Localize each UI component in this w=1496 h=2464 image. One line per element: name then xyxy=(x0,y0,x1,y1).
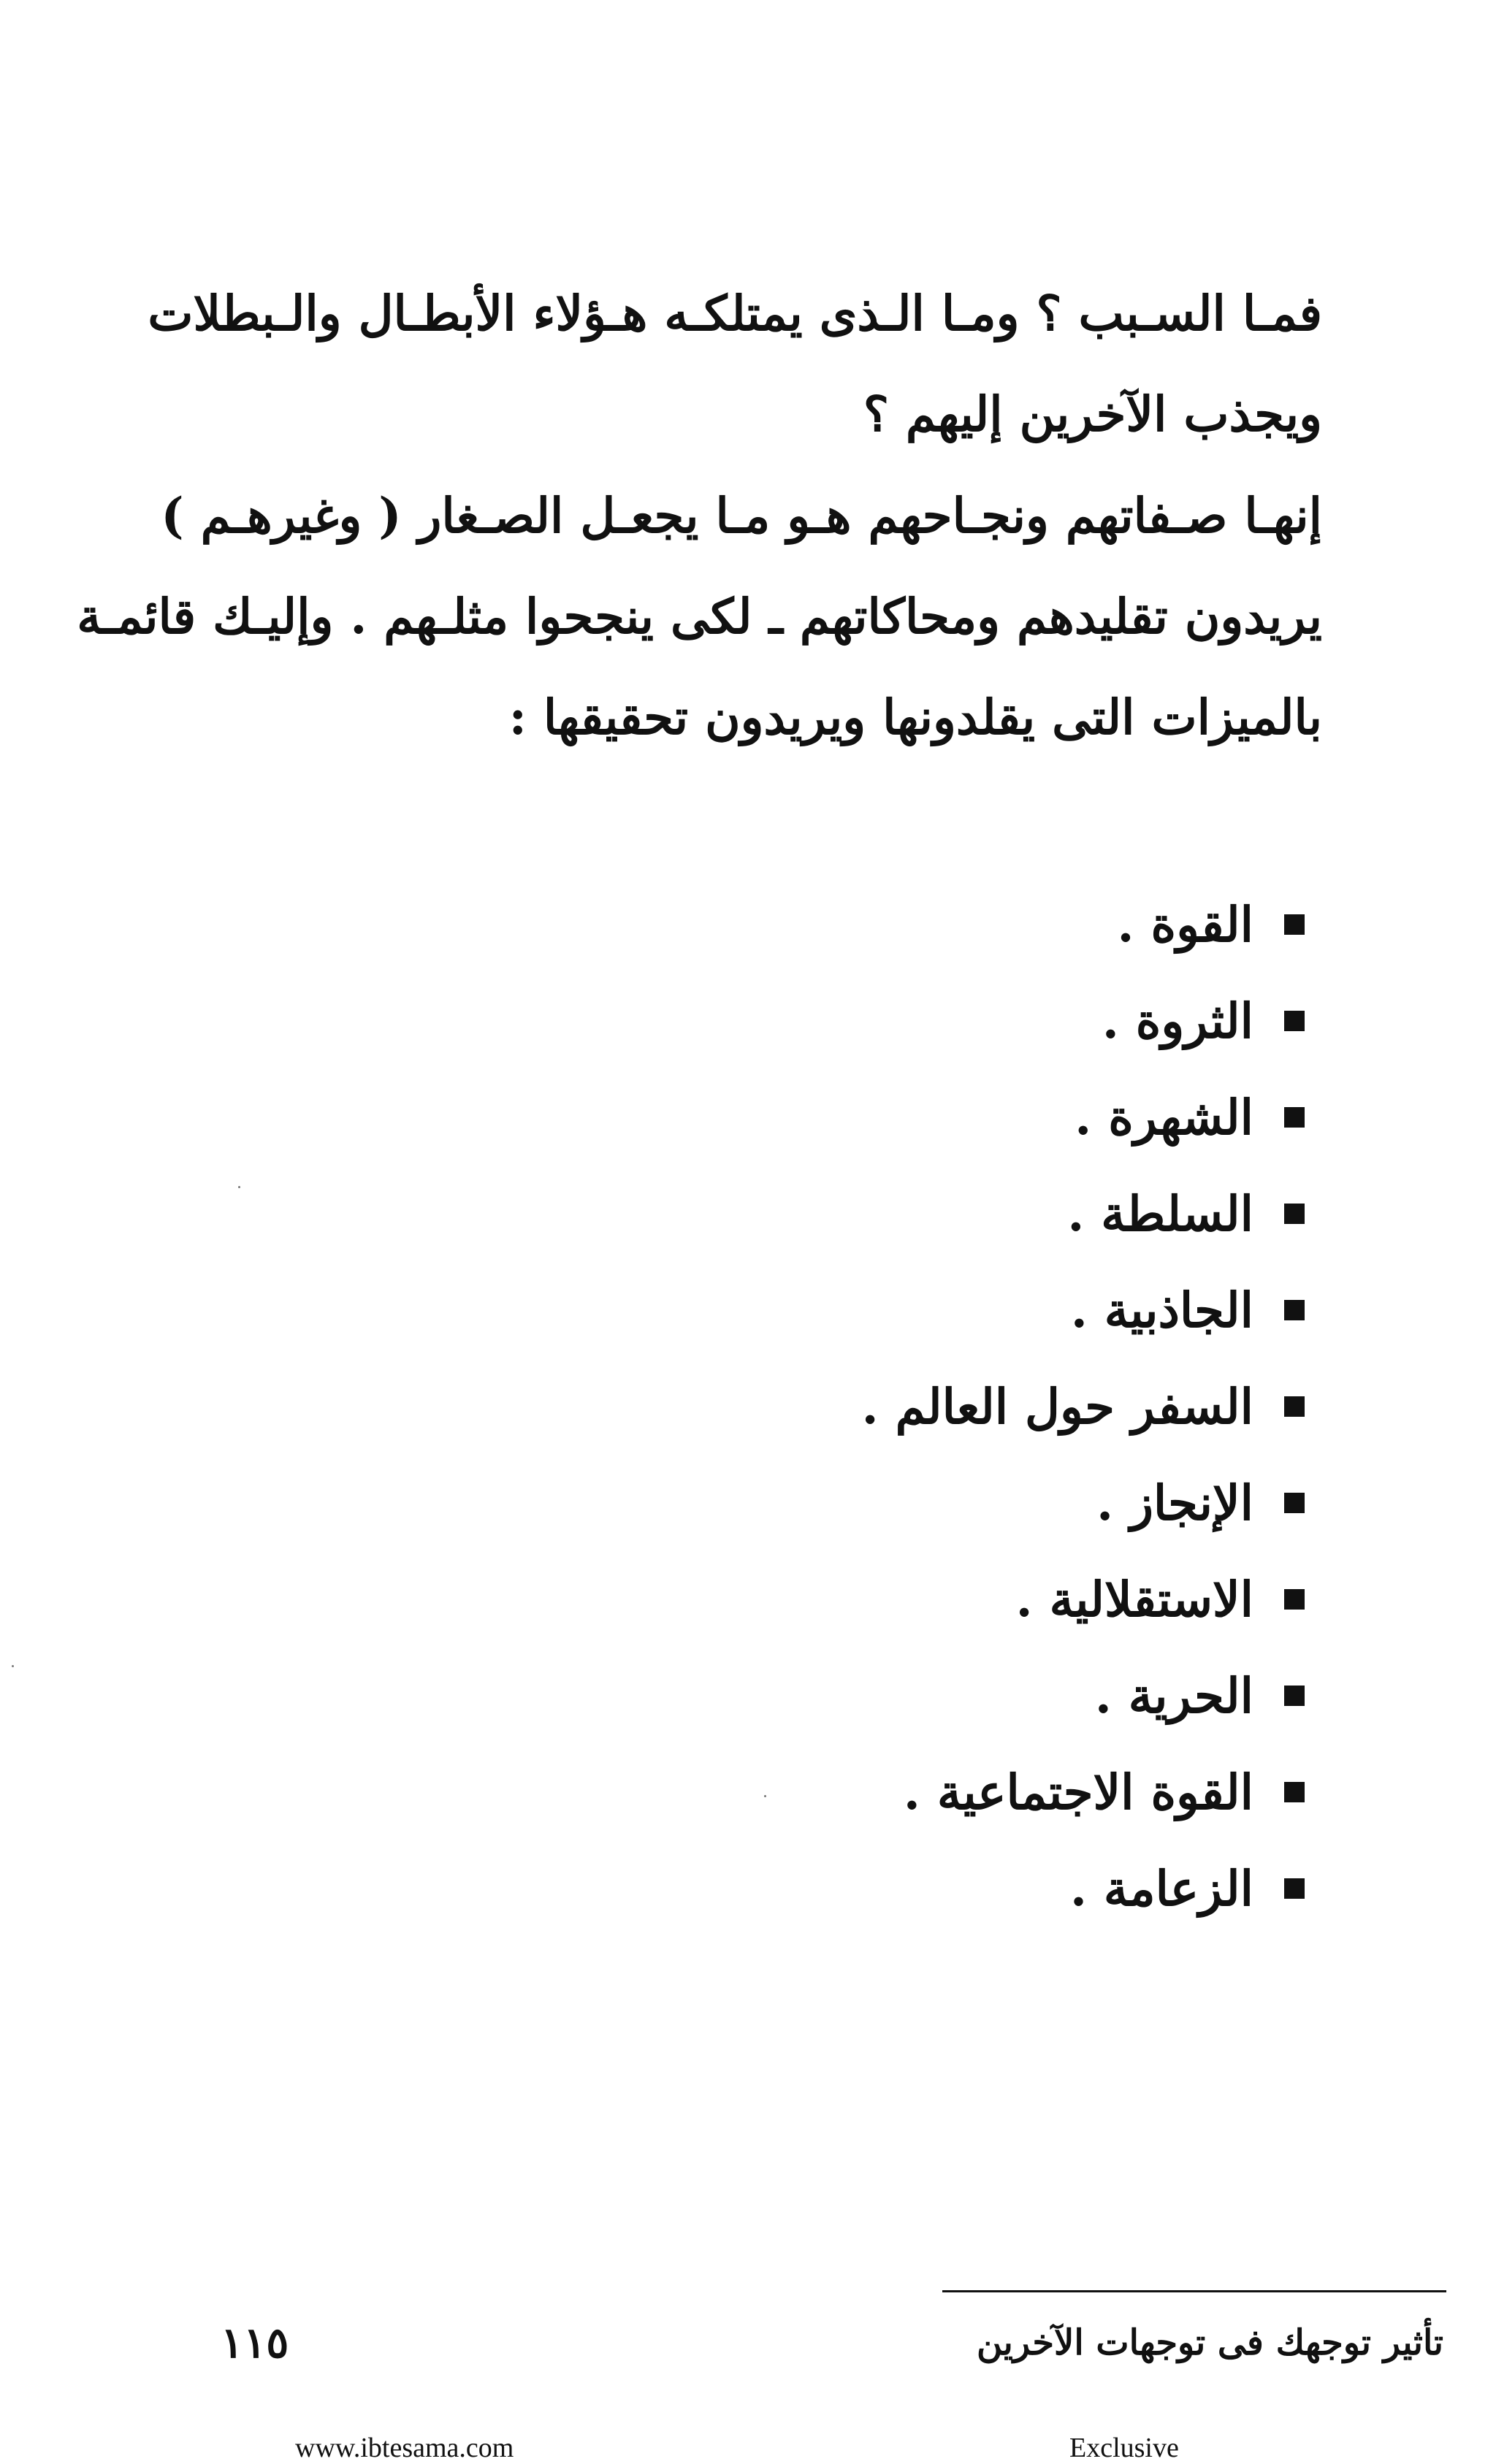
page-number: ١١٥ xyxy=(221,2318,289,2368)
paragraph-line: فمـا السـبب ؟ ومـا الـذى يمتلكـه هـؤلاء الأبطـال والـبطلات xyxy=(148,285,1322,342)
list-item-label: السفر حول العالم . xyxy=(861,1378,1253,1435)
list-item xyxy=(647,1358,1305,1455)
list-item xyxy=(647,973,1305,1069)
list-item xyxy=(647,1744,1305,1840)
black-square-icon xyxy=(1284,1396,1305,1417)
scan-speck xyxy=(12,1665,14,1667)
black-square-icon xyxy=(1284,1204,1305,1224)
list-item-label: السلطة . xyxy=(1067,1185,1253,1242)
list-item-label: القوة . xyxy=(1117,896,1253,953)
list-item xyxy=(647,1648,1305,1744)
list-item-label: القوة الاجتماعية . xyxy=(903,1764,1253,1821)
scan-speck xyxy=(238,1186,240,1188)
list-item-label: الشهرة . xyxy=(1075,1089,1253,1146)
footer-divider xyxy=(942,2290,1446,2292)
list-item-label: الاستقلالية . xyxy=(1015,1571,1253,1628)
list-item xyxy=(647,876,1305,973)
list-item xyxy=(647,1262,1305,1358)
list-item xyxy=(647,1455,1305,1551)
black-square-icon xyxy=(1284,1589,1305,1610)
paragraph-1 xyxy=(148,263,1322,464)
paragraph-line: ويجذب الآخرين إليهم ؟ xyxy=(863,386,1322,443)
list-item xyxy=(647,1166,1305,1262)
scan-speck xyxy=(764,1795,766,1797)
exclusive-label: Exclusive xyxy=(1069,2433,1179,2463)
paragraph-line: إنهـا صـفاتهم ونجـاحهم هـو مـا يجعـل الصـغار ( وغيرهـم ) xyxy=(161,487,1322,544)
black-square-icon xyxy=(1284,1782,1305,1802)
black-square-icon xyxy=(1284,1686,1305,1706)
list-item-label: الجاذبية . xyxy=(1070,1282,1253,1339)
list-item xyxy=(647,1840,1305,1937)
list-item-label: الإنجاز . xyxy=(1096,1474,1253,1531)
list-item xyxy=(647,1069,1305,1166)
paragraph-2 xyxy=(77,465,1322,768)
black-square-icon xyxy=(1284,914,1305,935)
list-item-label: الحرية . xyxy=(1094,1667,1253,1724)
black-square-icon xyxy=(1284,1011,1305,1031)
paragraph-line: بالميزات التى يقلدونها ويريدون تحقيقها : xyxy=(508,689,1322,746)
black-square-icon xyxy=(1284,1493,1305,1513)
features-list xyxy=(647,876,1305,1937)
list-item xyxy=(647,1551,1305,1648)
running-title: تأثير توجهك فى توجهات الآخرين xyxy=(976,2322,1443,2363)
list-item-label: الثروة . xyxy=(1102,992,1253,1049)
website-url: www.ibtesama.com xyxy=(295,2433,514,2463)
black-square-icon xyxy=(1284,1878,1305,1899)
black-square-icon xyxy=(1284,1300,1305,1320)
list-item-label: الزعامة . xyxy=(1069,1860,1253,1917)
paragraph-line: يريدون تقليدهم ومحاكاتهم ـ لكى ينجحوا مثلـهم . وإليـك قائمـة xyxy=(77,588,1322,645)
black-square-icon xyxy=(1284,1107,1305,1128)
